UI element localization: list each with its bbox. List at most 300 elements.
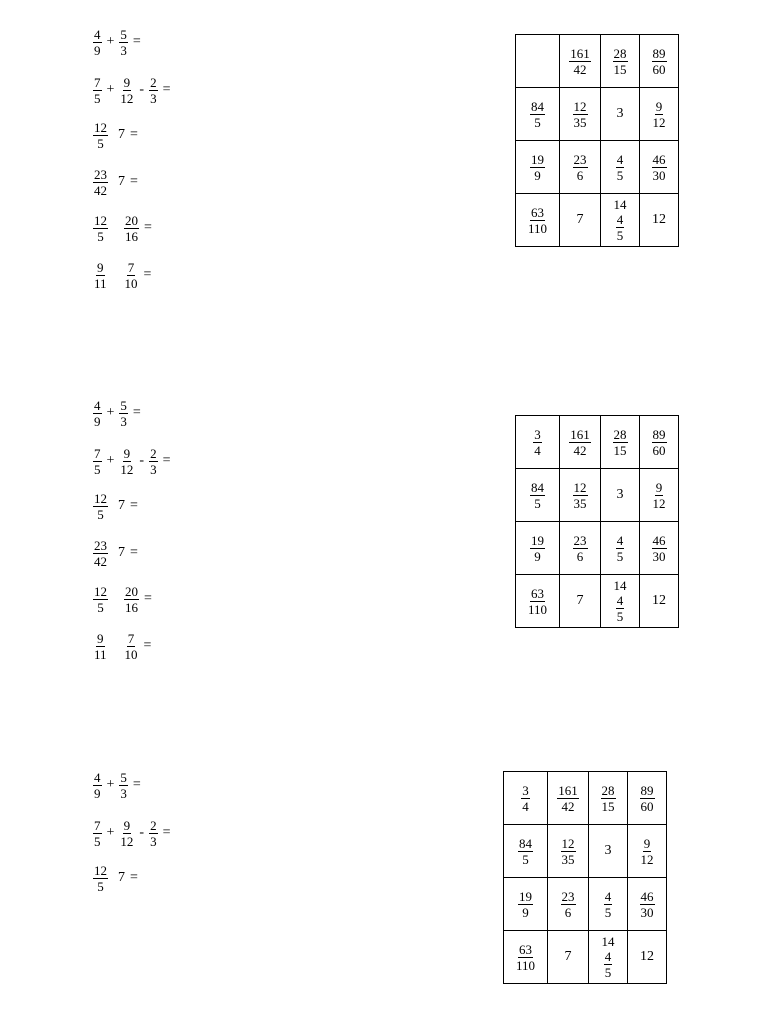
fraction (640, 837, 655, 866)
fraction (124, 585, 139, 614)
grid-cell (560, 522, 601, 575)
grid-row (516, 88, 679, 141)
denominator: 5 (97, 228, 104, 244)
grid-row (516, 522, 679, 575)
mixed-number (602, 935, 615, 979)
operator: + (106, 405, 115, 420)
problem (93, 119, 143, 151)
fraction (604, 890, 613, 919)
fraction (613, 428, 628, 457)
cell-value: 12 (652, 593, 666, 608)
numerator: 12 (94, 490, 107, 506)
grid-row (516, 141, 679, 194)
fraction (124, 214, 139, 243)
denominator: 35 (573, 495, 587, 511)
fraction (521, 784, 530, 813)
fraction (93, 492, 108, 521)
numerator: 9 (123, 817, 131, 833)
grid-cell (601, 194, 640, 247)
numerator: 4 (94, 769, 101, 785)
fraction (93, 632, 108, 661)
fraction (573, 481, 588, 510)
denominator: 5 (604, 965, 612, 980)
fraction (93, 771, 102, 800)
grid-cell (589, 878, 628, 931)
mixed-number (614, 579, 627, 623)
numerator: 7 (94, 445, 101, 461)
numerator: 5 (120, 769, 127, 785)
denominator: 16 (125, 228, 138, 244)
numerator: 2 (150, 74, 157, 90)
answer-grid (503, 771, 667, 984)
fraction (616, 594, 625, 623)
problem (93, 212, 157, 244)
operator: + (106, 825, 115, 840)
grid-row (504, 825, 667, 878)
denominator: 3 (150, 833, 157, 849)
whole-number: 7 (118, 545, 125, 560)
numerator: 12 (94, 212, 107, 228)
operator: = (132, 34, 141, 49)
problem (93, 26, 146, 58)
numerator: 89 (652, 45, 666, 61)
denominator: 110 (527, 220, 548, 236)
fraction (93, 76, 102, 105)
numerator: 63 (531, 204, 544, 220)
fraction (604, 950, 613, 979)
operator: = (143, 267, 152, 282)
numerator: 12 (573, 479, 587, 495)
operator: + (106, 82, 115, 97)
grid-row (516, 469, 679, 522)
grid-cell (516, 575, 560, 628)
numerator: 4 (616, 593, 624, 608)
fraction (93, 168, 108, 197)
operator: = (130, 545, 138, 560)
denominator: 12 (652, 114, 666, 130)
fraction (573, 100, 588, 129)
answer-grid (515, 34, 679, 247)
problem (93, 630, 156, 662)
fraction (557, 784, 579, 813)
grid-cell (548, 825, 589, 878)
grid-cell (516, 194, 560, 247)
numerator: 23 (94, 537, 107, 553)
numerator: 12 (561, 835, 575, 851)
problem (93, 445, 175, 477)
operator: = (162, 82, 171, 97)
numerator: 2 (150, 817, 157, 833)
fraction (652, 100, 667, 129)
operator: = (130, 498, 138, 513)
grid-row (516, 35, 679, 88)
fraction (93, 539, 108, 568)
grid-cell (560, 194, 601, 247)
whole-number: 7 (118, 127, 125, 142)
operator: = (130, 127, 138, 142)
numerator: 46 (652, 151, 666, 167)
grid-row (504, 772, 667, 825)
fraction (93, 399, 102, 428)
numerator: 12 (94, 119, 107, 135)
numerator: 4 (616, 151, 624, 167)
numerator: 63 (531, 585, 544, 601)
fraction (93, 121, 108, 150)
fraction (530, 153, 545, 182)
grid-cell (560, 35, 601, 88)
grid-cell (560, 141, 601, 194)
denominator: 12 (120, 461, 134, 477)
fraction (569, 47, 591, 76)
operator: + (106, 34, 115, 49)
numerator: 23 (573, 151, 587, 167)
fraction (93, 214, 108, 243)
numerator: 12 (573, 98, 587, 114)
operator: + (106, 453, 115, 468)
fraction (518, 837, 533, 866)
fraction (149, 819, 158, 848)
cell-value: 3 (604, 843, 612, 858)
grid-row (516, 575, 679, 628)
fraction (561, 837, 576, 866)
numerator: 9 (655, 479, 663, 495)
denominator: 5 (616, 167, 624, 183)
fraction (93, 819, 102, 848)
numerator: 9 (643, 835, 651, 851)
denominator: 60 (640, 798, 654, 814)
denominator: 4 (534, 442, 541, 458)
fraction (149, 76, 158, 105)
grid-cell (640, 141, 679, 194)
grid-row (516, 416, 679, 469)
grid-cell (601, 141, 640, 194)
denominator: 35 (573, 114, 587, 130)
numerator: 7 (94, 817, 101, 833)
numerator: 23 (561, 888, 575, 904)
denominator: 110 (515, 957, 536, 973)
fraction (530, 100, 545, 129)
fraction (515, 943, 536, 972)
grid-cell (504, 878, 548, 931)
whole-number: 7 (118, 870, 125, 885)
operator: = (130, 174, 138, 189)
mixed-whole: 14 (613, 578, 627, 593)
fraction (518, 890, 533, 919)
numerator: 5 (120, 26, 127, 42)
numerator: 4 (616, 532, 624, 548)
fraction (640, 890, 655, 919)
fraction (119, 819, 134, 848)
problem (93, 490, 143, 522)
fraction (573, 534, 588, 563)
grid-cell (640, 522, 679, 575)
denominator: 9 (534, 548, 541, 564)
denominator: 5 (616, 548, 624, 564)
numerator: 4 (94, 397, 101, 413)
numerator: 7 (127, 630, 135, 646)
grid-cell (628, 878, 667, 931)
denominator: 5 (94, 90, 101, 106)
numerator: 9 (123, 74, 131, 90)
denominator: 42 (94, 182, 107, 198)
grid-cell (516, 522, 560, 575)
denominator: 11 (94, 646, 107, 662)
grid-cell (560, 416, 601, 469)
fraction (569, 428, 591, 457)
fraction (119, 447, 134, 476)
denominator: 3 (120, 42, 127, 58)
denominator: 42 (573, 442, 587, 458)
problem (93, 166, 143, 198)
fraction (652, 47, 667, 76)
fraction (640, 784, 655, 813)
fraction (533, 428, 542, 457)
denominator: 15 (613, 61, 627, 77)
denominator: 5 (604, 904, 612, 920)
denominator: 30 (640, 904, 654, 920)
grid-cell (601, 88, 640, 141)
denominator: 15 (601, 798, 615, 814)
numerator: 3 (534, 426, 541, 442)
numerator: 23 (94, 166, 107, 182)
fraction (149, 447, 158, 476)
denominator: 3 (120, 785, 127, 801)
numerator: 7 (127, 259, 135, 275)
denominator: 12 (120, 833, 134, 849)
grid-cell (601, 416, 640, 469)
numerator: 9 (97, 630, 104, 646)
denominator: 5 (97, 599, 104, 615)
denominator: 3 (150, 461, 157, 477)
numerator: 28 (613, 45, 627, 61)
numerator: 9 (655, 98, 663, 114)
operator: = (143, 638, 152, 653)
denominator: 30 (652, 167, 666, 183)
denominator: 5 (616, 609, 624, 624)
fraction (652, 428, 667, 457)
fraction (616, 213, 625, 242)
fraction (119, 771, 128, 800)
denominator: 16 (125, 599, 138, 615)
denominator: 9 (522, 904, 529, 920)
denominator: 5 (534, 495, 541, 511)
numerator: 84 (531, 479, 544, 495)
numerator: 89 (652, 426, 666, 442)
grid-cell (589, 772, 628, 825)
fraction (616, 153, 625, 182)
denominator: 42 (94, 553, 107, 569)
problem (93, 817, 175, 849)
grid-cell (640, 194, 679, 247)
fraction (561, 890, 576, 919)
denominator: 11 (94, 275, 107, 291)
denominator: 5 (534, 114, 541, 130)
operator: = (144, 591, 152, 606)
denominator: 10 (124, 275, 138, 291)
denominator: 4 (522, 798, 529, 814)
fraction (119, 76, 134, 105)
grid-cell (640, 35, 679, 88)
fraction (601, 784, 616, 813)
denominator: 110 (527, 601, 548, 617)
grid-cell (516, 416, 560, 469)
grid-cell (560, 575, 601, 628)
denominator: 12 (640, 851, 654, 867)
numerator: 20 (125, 212, 138, 228)
cell-value: 12 (652, 212, 666, 227)
operator: = (132, 405, 141, 420)
fraction (652, 534, 667, 563)
fraction (93, 447, 102, 476)
numerator: 63 (519, 941, 532, 957)
fraction (527, 206, 548, 235)
operator: - (139, 825, 145, 840)
grid-cell (640, 469, 679, 522)
numerator: 3 (522, 782, 529, 798)
denominator: 60 (652, 442, 666, 458)
denominator: 12 (652, 495, 666, 511)
cell-value: 7 (564, 949, 572, 964)
denominator: 3 (150, 90, 157, 106)
numerator: 89 (640, 782, 654, 798)
denominator: 12 (120, 90, 134, 106)
numerator: 7 (94, 74, 101, 90)
denominator: 5 (97, 506, 104, 522)
fraction (613, 47, 628, 76)
grid-cell (601, 575, 640, 628)
numerator: 28 (601, 782, 615, 798)
numerator: 84 (519, 835, 532, 851)
denominator: 5 (97, 878, 104, 894)
numerator: 2 (150, 445, 157, 461)
denominator: 15 (613, 442, 627, 458)
cell-value: 3 (616, 106, 624, 121)
problem (93, 583, 157, 615)
denominator: 60 (652, 61, 666, 77)
numerator: 9 (123, 445, 131, 461)
fraction (616, 534, 625, 563)
fraction (573, 153, 588, 182)
fraction (93, 864, 108, 893)
denominator: 9 (94, 785, 101, 801)
numerator: 46 (640, 888, 654, 904)
numerator: 5 (120, 397, 127, 413)
grid-cell (640, 416, 679, 469)
fraction (119, 399, 128, 428)
numerator: 4 (94, 26, 101, 42)
grid-cell (628, 772, 667, 825)
operator: = (162, 825, 171, 840)
numerator: 19 (531, 532, 544, 548)
denominator: 5 (97, 135, 104, 151)
cell-value: 3 (616, 487, 624, 502)
denominator: 3 (120, 413, 127, 429)
fraction (119, 28, 128, 57)
denominator: 6 (576, 167, 584, 183)
mixed-whole: 14 (601, 934, 615, 949)
grid-cell (601, 469, 640, 522)
grid-cell (589, 825, 628, 878)
fraction (124, 261, 139, 290)
grid-cell (628, 825, 667, 878)
mixed-whole: 14 (613, 197, 627, 212)
grid-cell (548, 878, 589, 931)
denominator: 42 (561, 798, 575, 814)
numerator: 46 (652, 532, 666, 548)
grid-cell (601, 522, 640, 575)
fraction (93, 585, 108, 614)
numerator: 12 (94, 583, 107, 599)
denominator: 6 (564, 904, 572, 920)
grid-cell (589, 931, 628, 984)
operator: - (139, 453, 145, 468)
fraction (93, 261, 108, 290)
grid-cell (601, 35, 640, 88)
fraction (530, 534, 545, 563)
cell-value: 7 (576, 212, 584, 227)
grid-cell (548, 931, 589, 984)
denominator: 5 (94, 833, 101, 849)
numerator: 161 (558, 782, 578, 798)
problem (93, 397, 146, 429)
denominator: 5 (522, 851, 529, 867)
problem (93, 74, 175, 106)
whole-number: 7 (118, 174, 125, 189)
numerator: 161 (570, 45, 590, 61)
grid-cell (640, 88, 679, 141)
answer-grid (515, 415, 679, 628)
fraction (530, 481, 545, 510)
problem (93, 769, 146, 801)
grid-cell (516, 141, 560, 194)
cell-value: 7 (576, 593, 584, 608)
denominator: 6 (576, 548, 584, 564)
operator: + (106, 777, 115, 792)
numerator: 9 (97, 259, 104, 275)
numerator: 84 (531, 98, 544, 114)
grid-cell (628, 931, 667, 984)
whole-number: 7 (118, 498, 125, 513)
denominator: 9 (94, 42, 101, 58)
denominator: 35 (561, 851, 575, 867)
grid-cell (504, 931, 548, 984)
operator: = (132, 777, 141, 792)
grid-row (516, 194, 679, 247)
denominator: 42 (573, 61, 587, 77)
fraction (93, 28, 102, 57)
denominator: 30 (652, 548, 666, 564)
grid-cell (548, 772, 589, 825)
problem (93, 862, 143, 894)
fraction (527, 587, 548, 616)
grid-cell (504, 825, 548, 878)
problem (93, 537, 143, 569)
operator: = (162, 453, 171, 468)
numerator: 12 (94, 862, 107, 878)
numerator: 28 (613, 426, 627, 442)
denominator: 9 (94, 413, 101, 429)
operator: = (130, 870, 138, 885)
numerator: 4 (604, 949, 612, 964)
grid-cell (504, 772, 548, 825)
denominator: 5 (94, 461, 101, 477)
fraction (652, 481, 667, 510)
denominator: 10 (124, 646, 138, 662)
mixed-number (614, 198, 627, 242)
grid-cell (516, 35, 560, 88)
denominator: 5 (616, 228, 624, 243)
numerator: 19 (531, 151, 544, 167)
